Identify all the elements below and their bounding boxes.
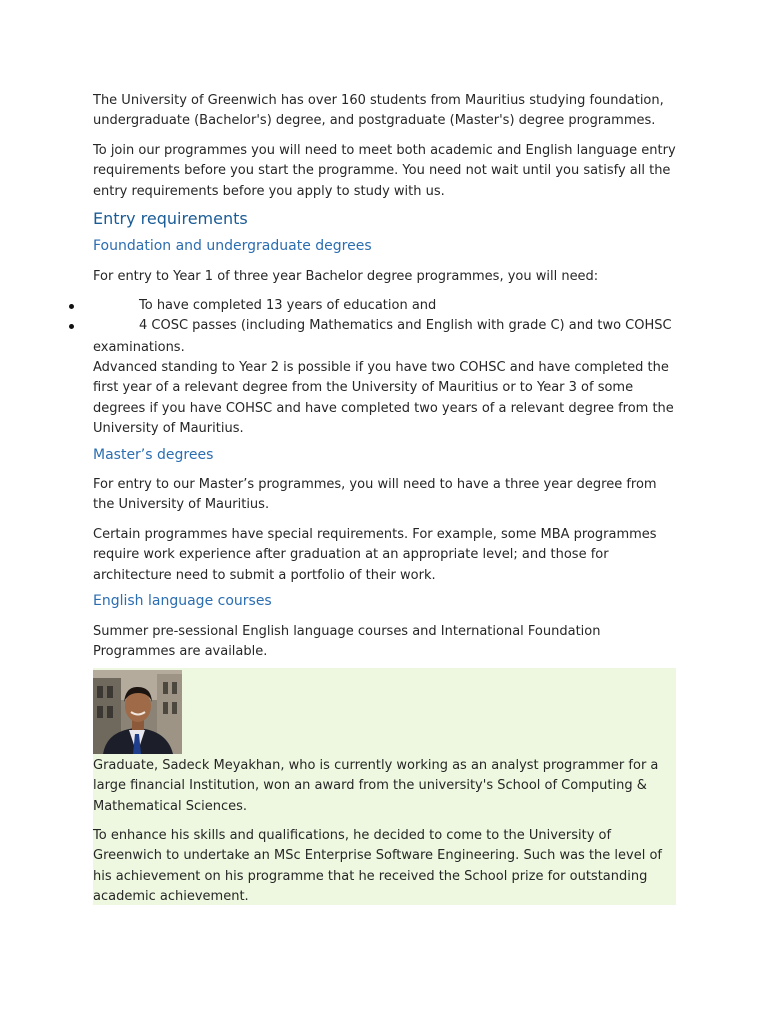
student-photo [93, 670, 182, 754]
english-courses-heading: English language courses [93, 593, 272, 609]
advanced-standing-paragraph: Advanced standing to Year 2 is possible if you have two COHSC and have completed the first year of a relevant degree from the University of Mauritius or to Year 3 of some degrees if you have COHSC and have completed two years of a relevant degree from the University of Mauritius. [93, 360, 674, 436]
list-item [93, 296, 676, 316]
intro-paragraph-2: To join our programmes you will need to meet both academic and English language entry requirements before you start the programme. You need not wait until you satisfy all the entry requirements before you apply to study with us. [93, 143, 676, 199]
bullet-icon [69, 324, 74, 329]
masters-heading: Master’s degrees [93, 447, 214, 463]
list-item-text: To have completed 13 years of education and [139, 298, 437, 313]
masters-paragraph-2: Certain programmes have special requirements. For example, some MBA programmes require work experience after graduation at an appropriate level; and those for architecture need to submit a portfolio of their work. [93, 527, 657, 583]
foundation-heading: Foundation and undergraduate degrees [93, 238, 372, 254]
story-paragraph-2: To enhance his skills and qualifications, he decided to come to the University of Greenwich to undertake an MSc Enterprise Software Engineering. Such was the level of his achievement on his programme that he received the School prize for outstanding academic achievement. [93, 828, 662, 904]
masters-paragraph-1: For entry to our Master’s programmes, you will need to have a three year degree from the University of Mauritius. [93, 477, 657, 513]
student-story-box [93, 668, 676, 905]
entry-requirements-heading: Entry requirements [93, 209, 248, 228]
story-paragraph-1: Graduate, Sadeck Meyakhan, who is currently working as an analyst programmer for a large financial Institution, won an award from the university's School of Computing & Mathematical Sciences. [93, 758, 659, 814]
bullet-icon [69, 304, 74, 309]
list-item [93, 316, 676, 336]
intro-paragraph-1: The University of Greenwich has over 160 students from Mauritius studying foundation, undergraduate (Bachelor's) degree, and postgraduate (Master's) degree programmes. [93, 93, 664, 129]
english-courses-paragraph: Summer pre-sessional English language courses and International Foundation Programmes are available. [93, 624, 601, 660]
list-item-continuation: examinations. [93, 340, 185, 355]
list-item-text: 4 COSC passes (including Mathematics and English with grade C) and two COHSC [139, 318, 672, 333]
foundation-lead: For entry to Year 1 of three year Bachelor degree programmes, you will need: [93, 269, 599, 284]
